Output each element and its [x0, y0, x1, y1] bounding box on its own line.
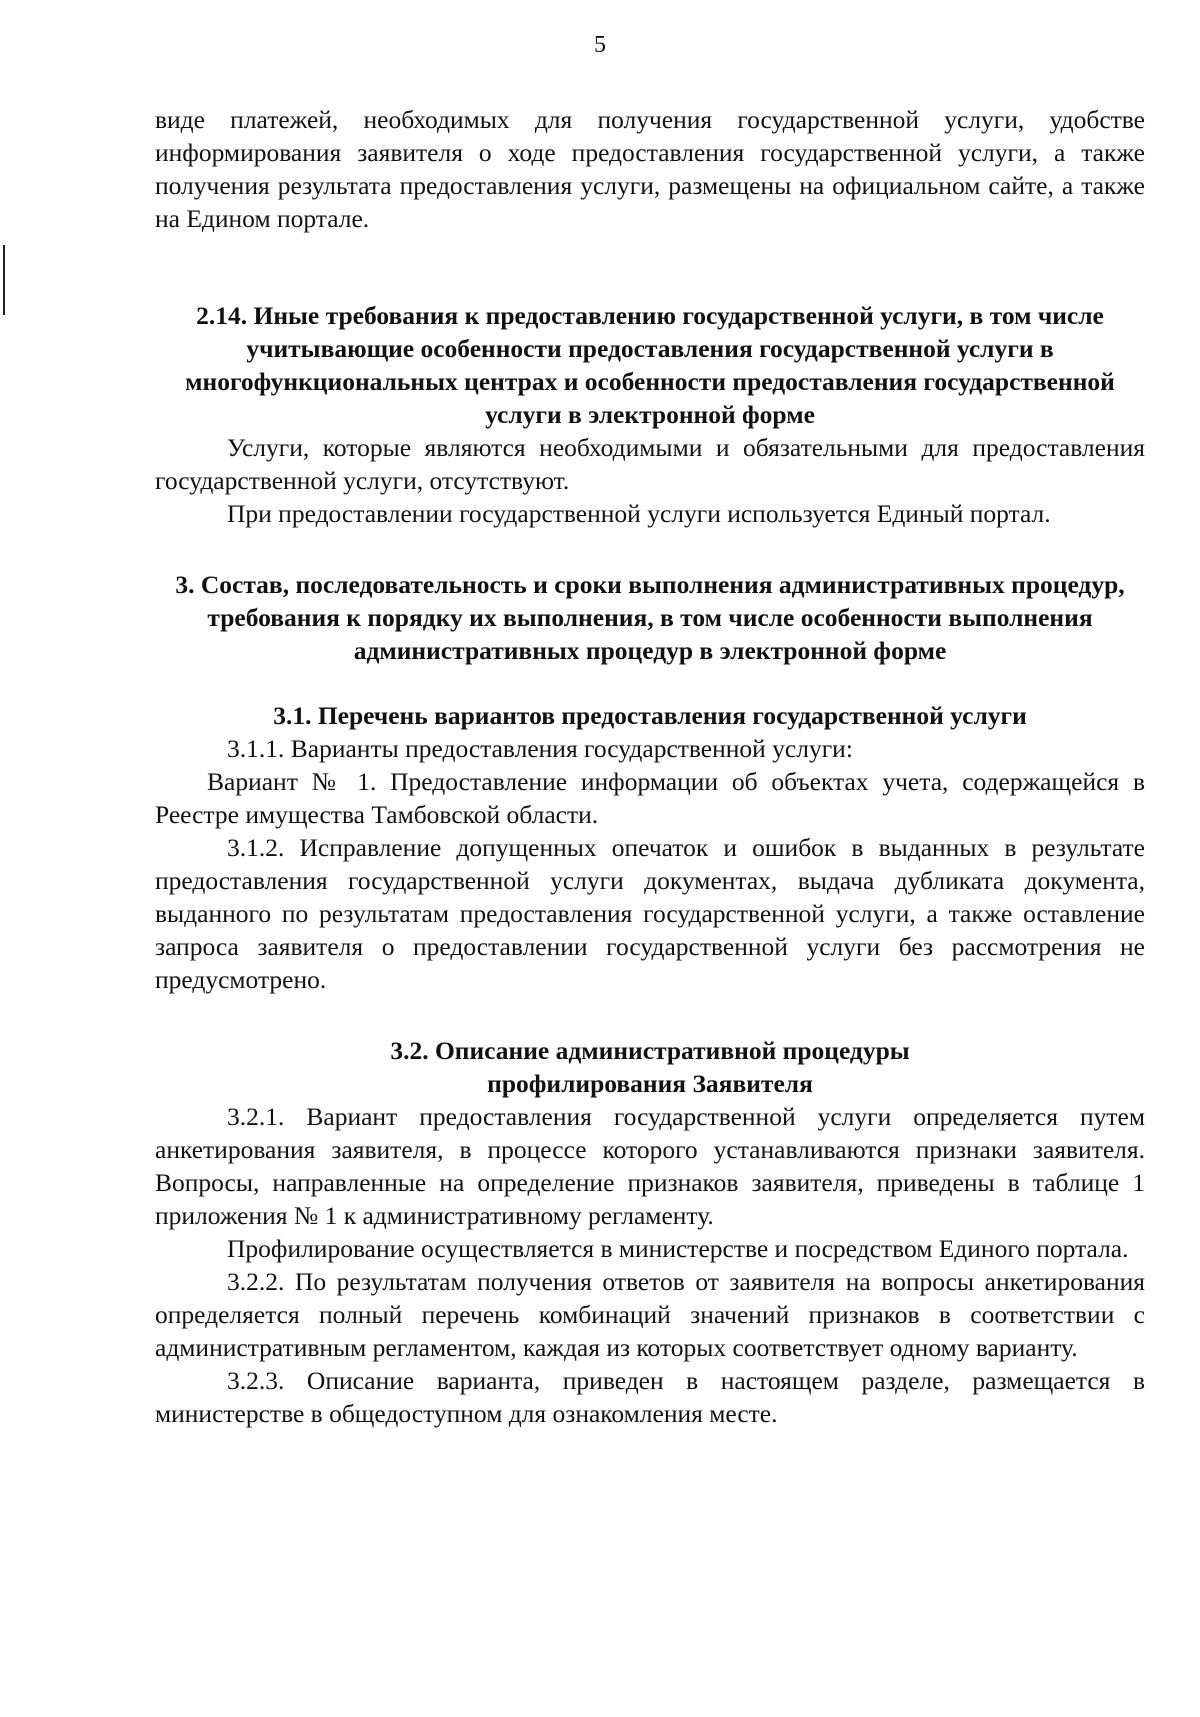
section-heading-2-14: 2.14. Иные требования к предоставлению государственной услуги, в том числе учитывающие особенности предоставления государственной услуги в многофункциональных центрах и особенности предоставления государственной услуги в электронной форме	[185, 301, 1115, 429]
page-number: 5	[594, 32, 606, 58]
paragraph-3-2-1: 3.2.1. Вариант предоставления государственной услуги определяется путем анкетирования заявителя, в процессе которого устанавливаются признаки заявителя. Вопросы, направленные на определение признаков заявителя, приведены в таблице 1 приложения № 1 к административному регламенту.	[155, 1102, 1145, 1230]
section-heading-3: 3. Состав, последовательность и сроки выполнения административных процедур, требования к порядку их выполнения, в том числе особенности выполнения административных процедур в электронной форме	[175, 570, 1125, 665]
section-heading-3-2-line2: профилирования Заявителя	[487, 1069, 813, 1098]
paragraph-2-14-portal: При предоставлении государственной услуги используется Единый портал.	[227, 499, 1051, 528]
section-heading-3-1: 3.1. Перечень вариантов предоставления государственной услуги	[273, 701, 1027, 730]
paragraph-continuation: виде платежей, необходимых для получения государственной услуги, удобстве информирования заявителя о ходе предоставления государственной услуги, а также получения результата предоставления услуги, размещены на официальном сайте, а также на Едином портале.	[155, 105, 1145, 233]
paragraph-2-14-services: Услуги, которые являются необходимыми и обязательными для предоставления государственной услуги, отсутствуют.	[155, 433, 1145, 495]
document-body	[155, 103, 1145, 1430]
scan-margin-mark	[3, 245, 5, 315]
paragraph-3-2-1-profiling: Профилирование осуществляется в министерстве и посредством Единого портала.	[227, 1234, 1129, 1263]
paragraph-3-2-2: 3.2.2. По результатам получения ответов от заявителя на вопросы анкетирования определяется полный перечень комбинаций значений признаков в соответствии с административным регламентом, каждая из которых соответствует одному варианту.	[155, 1267, 1145, 1362]
paragraph-3-1-2: 3.1.2. Исправление допущенных опечаток и ошибок в выданных в результате предоставления государственной услуги документах, выдача дубликата документа, выданного по результатам предоставления государственной услуги, а также оставление запроса заявителя о предоставлении государственной услуги без рассмотрения не предусмотрено.	[155, 833, 1145, 994]
paragraph-3-2-3: 3.2.3. Описание варианта, приведен в настоящем разделе, размещается в министерстве в общедоступном для ознакомления месте.	[155, 1366, 1145, 1428]
paragraph-variant-1: Вариант № 1. Предоставление информации об объектах учета, содержащейся в Реестре имущества Тамбовской области.	[155, 767, 1145, 829]
paragraph-3-1-1: 3.1.1. Варианты предоставления государственной услуги:	[227, 734, 853, 763]
section-heading-3-2-line1: 3.2. Описание административной процедуры	[390, 1036, 910, 1065]
